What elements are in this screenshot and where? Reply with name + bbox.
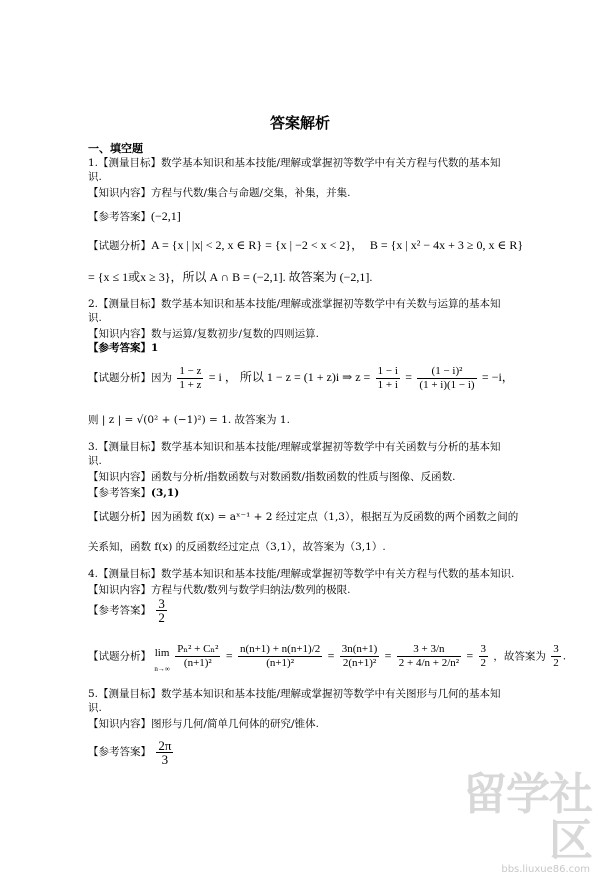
q4-analysis-label: 【试题分析】 [88,650,151,663]
q1-result: = {x ≤ 1或x ≥ 3}，所以 A ∩ B = (−2,1]. 故答案为 (−2,1]. [88,270,373,284]
q2-expr-2: = [405,370,413,384]
q1-knowledge: 【知识内容】方程与代数/集合与命题/交集，补集，并集. [88,187,351,199]
q3-analysis-line1: 【试题分析】因为函数 f(x) = aˣ⁻¹ + 2 经过定点（1,3），根据互为反函数的两个函数之间的 [88,511,519,523]
q1-target-line2: 识. [88,171,102,183]
q4-frac-2: $\frac{n(n+1) + n(n+1)/2}{\text{(n+1)²}}$ [239,643,321,669]
q2-answer [88,341,158,355]
q2-expr-1: = i ， 所以 1 − z = (1 + z)i ⇒ z = [208,370,371,384]
q4-eq-1: = [225,648,233,663]
q2-analysis-line2: 则 | z | = √(0² + (−1)²) = 1. 故答案为 1. [88,414,290,426]
q3-knowledge: 【知识内容】函数与分析/指数函数与对数函数/指数函数的性质与图像、反函数. [88,471,456,483]
q1-answer-label: 【参考答案】 [88,211,151,223]
q2-frac-1: $\frac{1 - z}{1 + z}$ [179,364,202,391]
q2-knowledge: 【知识内容】数与运算/复数初步/复数的四则运算. [88,328,319,340]
q2-target-line2: 识. [88,312,102,324]
watermark [442,769,592,875]
q5-target-line2: 识. [88,702,102,714]
q4-eq-3: = [384,648,392,663]
q2-analysis-label: 【试题分析】因为 [88,372,172,384]
q4-answer [88,597,169,624]
q5-answer-frac: $\frac{2\pi}{3}$ [158,737,172,767]
q1-answer [88,209,181,224]
q1-set-b: B = {x | x² − 4x + 3 ≥ 0, x ∈ R} [369,238,524,252]
q4-end: . [562,650,567,663]
q3-target-line2: 识. [88,455,102,467]
q2-analysis-line1 [88,364,514,392]
page-title: 答案解析 [269,114,330,132]
q1-analysis-line2 [88,270,372,285]
q1-analysis-label: 【试题分析】 [88,240,151,252]
q4-frac-5: $\frac{3}{2}$ [480,643,487,669]
watermark-url: bbs.liuxue86.com [501,864,590,875]
q5-answer [88,738,175,766]
q2-answer-label: 【参考答案】 [88,342,151,354]
section-heading: 一、填空题 [88,142,143,155]
q4-frac-3: $\frac{3n(n+1)}{\text{2(n+1)²}}$ [341,643,378,669]
q3-answer-value: (3,1) [151,487,180,499]
q2-target-line1: 2.【测量目标】数学基本知识和基本技能/理解或涨掌握初等数学中有关数与运算的基本知 [88,298,501,310]
q4-analysis [88,640,566,673]
q5-target-line1: 5.【测量目标】数学基本知识和基本技能/理解或掌握初等数学中有关图形与几何的基本知 [88,688,501,700]
q4-eq-2: = [327,648,335,663]
q1-answer-value: (−2,1] [151,209,181,223]
q2-frac-3: $\frac{\text{(1 − i)²}}{(1 + i)(1 - i)}$ [419,364,475,391]
q4-target-line1: 4.【测量目标】数学基本知识和基本技能/理解或掌握初等数学中有关方程与代数的基本知识. [88,568,515,580]
q4-limit: lim n→∞ [154,647,170,673]
q4-tail-frac: $\frac{3}{2}$ [553,643,559,669]
q4-knowledge: 【知识内容】方程与代数/数列与数学归纳法/数列的极限. [88,584,351,596]
q1-target-line1: 1.【测量目标】数学基本知识和基本技能/理解或掌握初等数学中有关方程与代数的基本知 [88,157,501,169]
q2-answer-value: 1 [151,342,159,354]
q2-expr-3: = −i， [481,370,514,384]
q4-frac-4: $\frac{3 + 3/n}{\text{2 + 4/n + 2/n²}}$ [398,643,460,669]
q4-answer-frac: $\frac{3}{2}$ [158,596,165,625]
q5-knowledge: 【知识内容】图形与几何/简单几何体的研究/锥体. [88,718,319,730]
q3-answer [88,486,179,500]
q4-frac-1: $\frac{\text{Pₙ² + Cₙ²}}{\text{(n+1)²}}$ [177,643,219,669]
q3-analysis-line2: 关系知，函数 f(x) 的反函数经过定点（3,1），故答案为（3,1）. [88,541,386,553]
q4-eq-4: = [466,648,474,663]
q4-answer-label: 【参考答案】 [88,604,151,617]
q3-answer-label: 【参考答案】 [88,487,151,499]
q4-tail: ，故答案为 [493,650,546,663]
q1-analysis-line1 [88,238,523,253]
q5-answer-label: 【参考答案】 [88,746,151,758]
q1-set-a: A = {x | |x| < 2, x ∈ R} = {x | −2 < x < 2}， [151,238,364,252]
q2-frac-2: $\frac{1 - i}{1 + i}$ [377,364,398,391]
q3-target-line1: 3.【测量目标】数学基本知识和基本技能/理解或掌握初等数学中有关函数与分析的基本知 [88,441,501,453]
watermark-logo: 留学社区 [463,769,592,866]
